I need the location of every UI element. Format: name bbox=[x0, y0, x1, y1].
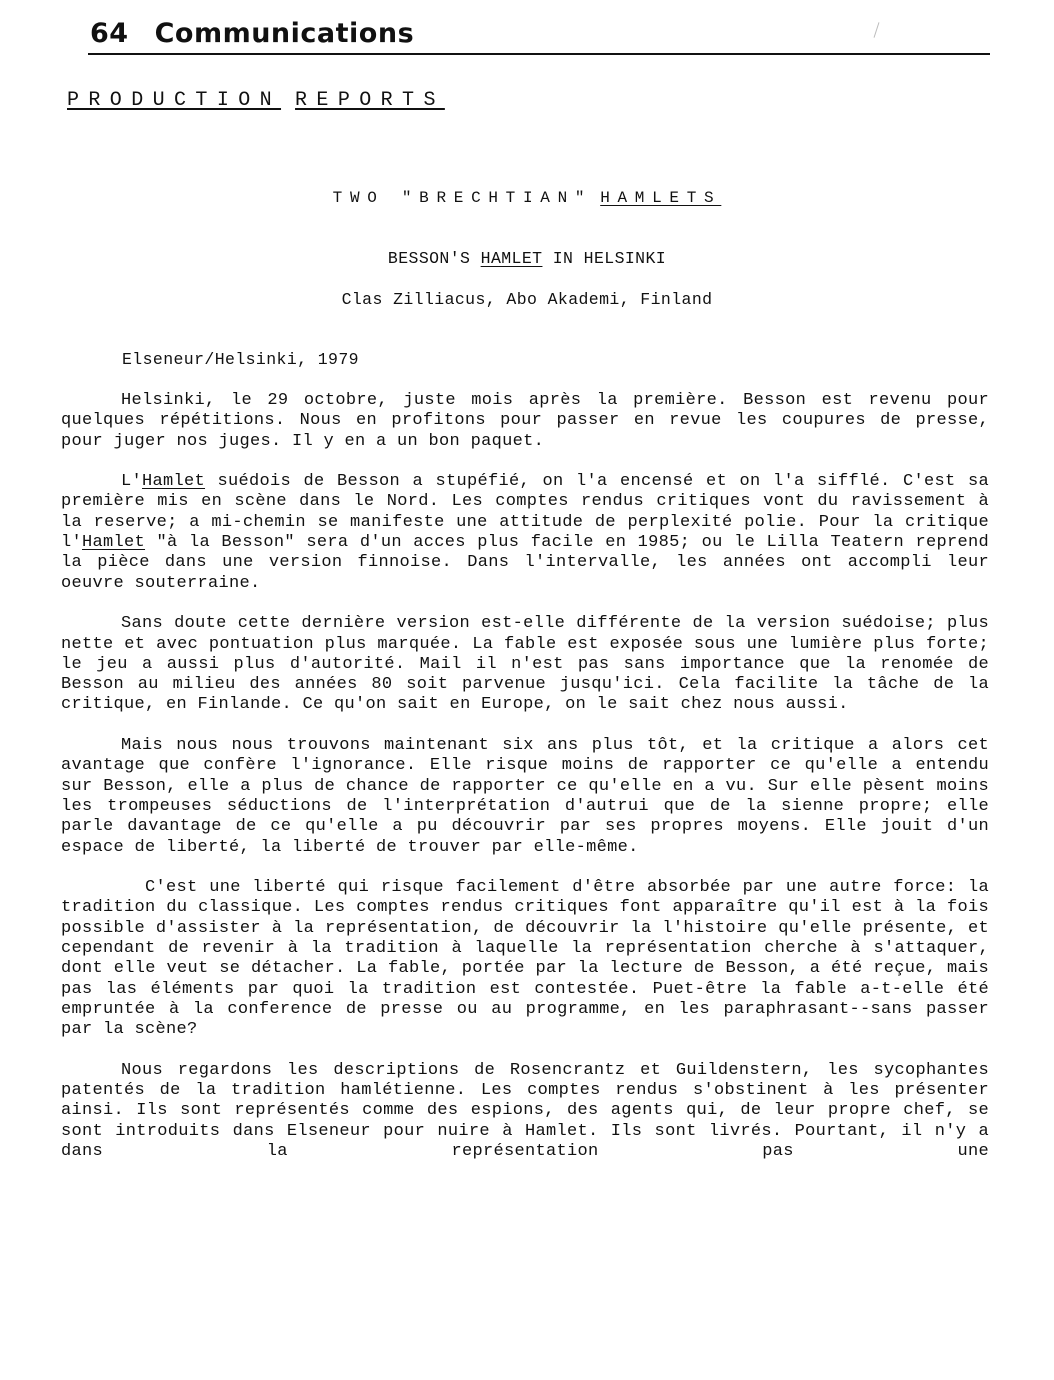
article-title bbox=[0, 187, 1054, 209]
article-subtitle bbox=[0, 248, 1054, 270]
p2-hamlet-2: Hamlet bbox=[82, 533, 146, 553]
section-title-word-1: PRODUCTION bbox=[67, 89, 282, 112]
journal-name: Communications bbox=[154, 18, 415, 49]
article-title-part-2: HAMLETS bbox=[600, 189, 722, 207]
subtitle-before: BESSON'S bbox=[387, 249, 481, 268]
page-number: 64 bbox=[90, 18, 129, 49]
section-title bbox=[67, 88, 445, 114]
running-head bbox=[90, 14, 990, 54]
header-rule bbox=[88, 53, 990, 55]
author-line: Clas Zilliacus, Abo Akademi, Finland bbox=[341, 290, 713, 309]
subtitle-hamlet: HAMLET bbox=[480, 249, 543, 268]
paragraph-5: C'est une liberté qui risque facilement d'être absorbée par une autre force: la tradition du classique. Les comptes rendus critiques font apparaître qu'il est à la fois possible d'assister à la représentation, de découvrir la l'histoire qu'elle présente, et cependant de revenir à la tradition à laquelle la représentation cherche à s'attaquer, dont elle veut se détacher. La fable, portée par la lecture de Besson, a été reçue, mais pas las éléments par quoi la tradition est contestée. Puet-être la fable a-t-elle été empruntée à la conference de presse ou au programme, en les paraphrasant--sans passer par la scène? bbox=[61, 878, 989, 1040]
p2-hamlet-1: Hamlet bbox=[142, 472, 206, 492]
article-body bbox=[61, 391, 989, 1183]
subtitle-after: IN HELSINKI bbox=[542, 249, 667, 268]
section-title-word-2: REPORTS bbox=[295, 89, 445, 112]
paragraph-4: Mais nous nous trouvons maintenant six ans plus tôt, et la critique a alors cet avantage que confère l'ignorance. Elle risque moins de rapporter ce qu'elle a entendu sur Besson, elle a plus de chance de rapporter ce qu'elle en a vu. Sur elle pèsent moins les trompeuses séductions de l'interprétation d'autrui que de la sienne propre; elle parle davantage de ce qu'elle a pu découvrir par ses propres moyens. Elle jouit d'un espace de liberté, la liberté de trouver par elle-même. bbox=[61, 736, 989, 857]
dateline: Elseneur/Helsinki, 1979 bbox=[122, 350, 359, 369]
p2-text-c: suédois de Besson a stupéfié, on l'a encensé et on l'a sifflé. C'est sa première mis en scène dans le Nord. Les comptes rendus critiques vont du ravissement à la reserve; a mi-chemin se manifeste une attitude de perplexité polie. Pour la critique l' bbox=[61, 472, 989, 553]
paragraph-1: Helsinki, le 29 octobre, juste mois après la première. Besson est revenu pour quelques répétitions. Nous en profitons pour passer en revue les coupures de presse, pour juger nos juges. Il y en a un bon paquet. bbox=[61, 391, 989, 451]
p2-text-e: "à la Besson" sera d'un acces plus facile en 1985; ou le Lilla Teatern reprend la pièce dans une version finnoise. Dans l'intervalle, les années ont accompli leur oeuvre souterraine. bbox=[61, 533, 989, 593]
article-title-part-1: TWO "BRECHTIAN" bbox=[332, 189, 593, 207]
p2-text-a: L' bbox=[121, 472, 143, 492]
paragraph-6: Nous regardons les descriptions de Rosencrantz et Guildenstern, les sycophantes patentés de la tradition hamlétienne. Les comptes rendus s'obstinent à les présenter ainsi. Ils sont représentés comme des espions, des agents qui, de leur propre chef, se sont introduits dans Elseneur pour nuire à Hamlet. Ils sont livrés. Pourtant, il n'y a dans la représentation pas une bbox=[61, 1060, 989, 1161]
paragraph-3: Sans doute cette dernière version est-elle différente de la version suédoise; plus nette et avec pontuation plus marquée. La fable est exposée sous une lumière plus forte; le jeu a aussi plus d'autorité. Mail il n'est pas sans importance que la renomée de Besson au milieu des années 80 soit parvenue jusqu'ici. Cela facilite la tâche de la critique, en Finlande. Ce qu'on sait en Europe, on le sait chez nous aussi. bbox=[61, 614, 989, 715]
paragraph-2 bbox=[61, 472, 989, 594]
